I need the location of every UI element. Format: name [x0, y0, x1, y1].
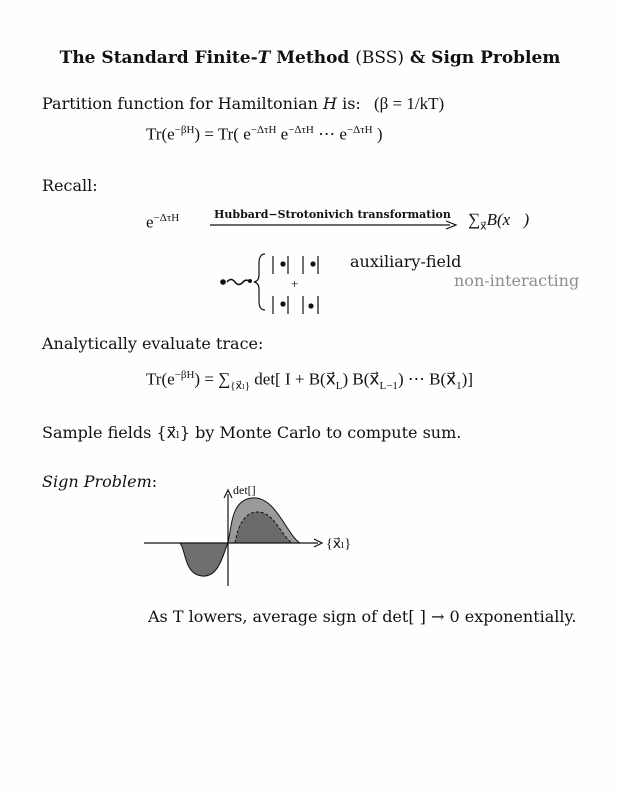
det-equation: $Tr(e^{-\beta H}) = \sum_{\{x⃗_l\}}$ det[ $I + B(x⃗_L)$ $B(x⃗_{L-1})$ ⋯ $B(x⃗_1)$]	[146, 369, 473, 393]
hs-arrow-label: Hubbard−Strotonivich transformation	[214, 208, 451, 221]
recall-label: Recall:	[42, 176, 98, 195]
analytic-label: Analytically evaluate trace:	[42, 334, 264, 353]
trace-equation: $Tr(e^{-\beta H}) = Tr$( $e^{-\Delta\tau H}$ $e^{-\Delta\tau H}$ ⋯ $e^{-\Delta\tau H}$ )	[146, 124, 383, 144]
conclusion-text: As T lowers, average sign of det[ ] → 0 exponentially.	[148, 607, 577, 626]
brace-icon	[254, 254, 265, 310]
aux-field-label: auxiliary-field	[350, 252, 462, 271]
non-interacting-label: non-interacting	[454, 271, 580, 290]
hs-lhs: $e^{-\Delta\tau H}$	[146, 212, 180, 232]
sample-text: Sample fields {x⃗ₗ} by Monte Carlo to compute sum.	[42, 423, 462, 442]
hs-arrow	[210, 220, 458, 232]
particle-icon	[220, 279, 252, 285]
page-title: The Standard Finite-T Method (BSS) & Sign Problem	[59, 48, 561, 68]
sign-problem-plot	[140, 478, 380, 590]
partition-intro: Partition function for Hamiltonian H is:	[42, 94, 361, 113]
hs-rhs: $\sum_{x⃗}B(x⃗)$	[468, 210, 530, 233]
y-axis-label: det[]	[233, 483, 256, 497]
plus-sign: +	[291, 276, 299, 291]
beta-definition: (β = 1/kT)	[374, 94, 445, 113]
sign-problem-label: Sign Problem:	[42, 472, 158, 491]
x-axis-label: {x⃗ₗ}	[326, 537, 352, 552]
field-schematic	[215, 250, 335, 320]
